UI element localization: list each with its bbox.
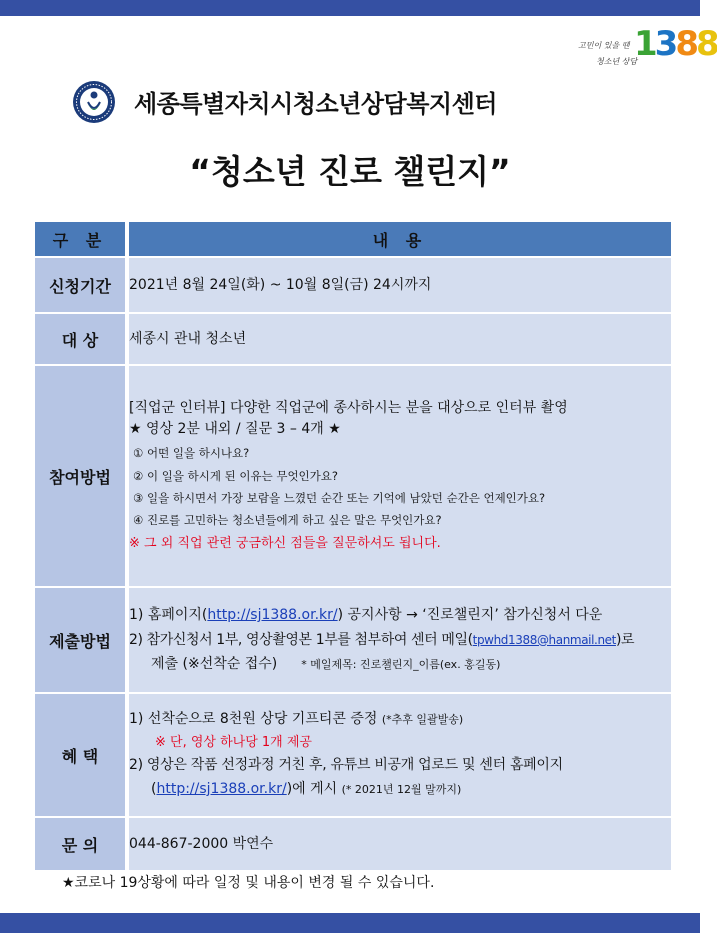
brand-digit: 8 — [696, 24, 717, 64]
table-row-method — [35, 365, 671, 587]
email-link[interactable]: tpwhd1388@hanmail.net — [472, 632, 616, 647]
contact-label: 문 의 — [35, 817, 127, 871]
benefit-label: 혜 택 — [35, 693, 127, 817]
submit-content — [127, 587, 671, 693]
benefit-line1-note: (*추후 일괄발송) — [381, 713, 464, 727]
brand-digit: 8 — [675, 24, 697, 64]
brand-digit: 3 — [654, 24, 676, 64]
benefit-content — [127, 693, 671, 817]
contact-value: 044-867-2000 박연수 — [127, 817, 671, 871]
center-emblem-icon — [72, 80, 116, 124]
footer-note: ★코로나 19상황에 따라 일정 및 내용이 변경 될 수 있습니다. — [62, 875, 435, 891]
column-header-content: 내 용 — [127, 222, 671, 257]
method-intro: [직업군 인터뷰] 다양한 직업군에 종사하시는 분을 대상으로 인터뷰 촬영 — [129, 400, 568, 417]
target-label: 대 상 — [35, 313, 127, 365]
submit-line3 — [129, 652, 671, 677]
benefit-line2: ※ 단, 영상 하나당 1개 제공 — [155, 735, 312, 751]
period-label: 신청기간 — [35, 257, 127, 313]
method-content — [127, 365, 671, 587]
question-item: ② 이 일을 하시게 된 이유는 무엇인가요? — [133, 468, 338, 483]
benefit-line4-pre: ( — [151, 780, 157, 797]
brand-slogan-line1: 고민이 있을 땐 — [578, 41, 630, 50]
target-value: 세종시 관내 청소년 — [127, 313, 671, 365]
program-info-table — [35, 222, 671, 872]
submit-mail-subject-note: * 메일제목: 진로챌린지_이름(ex. 홍길동) — [301, 658, 501, 672]
homepage-link-2[interactable]: http://sj1388.or.kr/ — [156, 780, 287, 797]
organization-name: 세종특별자치시청소년상담복지센터 — [134, 90, 497, 118]
brand-number — [634, 24, 717, 64]
submit-line3-text: 제출 (※선착순 접수) — [151, 656, 278, 673]
method-label: 참여방법 — [35, 365, 127, 587]
table-row-submit — [35, 587, 671, 693]
submit-line1-pre: 1) 홈페이지( — [129, 607, 208, 624]
benefit-line1-text: 1) 선착순으로 8천원 상당 기프티콘 증정 — [129, 711, 378, 728]
table-row-period — [35, 257, 671, 313]
benefit-line4-note: (* 2021년 12월 말까지) — [341, 782, 462, 796]
submit-line1-post: ) 공지사항 → ‘진로챌린지’ 참가신청서 다운 — [337, 607, 603, 624]
benefit-line4-post: )에 게시 — [286, 780, 338, 797]
period-value: 2021년 8월 24일(화) ~ 10월 8일(금) 24시까지 — [127, 257, 671, 313]
page-title: “청소년 진로 챌린지” — [189, 152, 511, 191]
column-header-category: 구 분 — [35, 222, 127, 257]
question-item: ④ 진로를 고민하는 청소년들에게 하고 싶은 말은 무엇인가요? — [133, 513, 442, 527]
submit-line2-pre: 2) 참가신청서 1부, 영상촬영본 1부를 첨부하여 센터 메일( — [129, 631, 473, 648]
question-item: ① 어떤 일을 하시나요? — [133, 446, 250, 461]
table-header-row — [35, 222, 671, 257]
benefit-line1 — [129, 708, 671, 732]
method-note: ※ 그 외 직업 관련 궁금하신 점들을 질문하셔도 됩니다. — [129, 536, 441, 552]
submit-line1 — [129, 603, 671, 628]
question-item: ③ 일을 하시면서 가장 보람을 느꼈던 순간 또는 기억에 남았던 순간은 언제인가요? — [133, 490, 546, 505]
homepage-link[interactable]: http://sj1388.or.kr/ — [207, 607, 338, 624]
brand-digit: 1 — [634, 24, 655, 64]
top-accent-bar — [0, 0, 700, 16]
table-row-benefit — [35, 693, 671, 817]
benefit-line3: 2) 영상은 작품 선정과정 거친 후, 유튜브 비공개 업로드 및 센터 홈페이지 — [129, 757, 563, 774]
brand-slogan-line2: 청소년 상담 — [596, 57, 638, 66]
bottom-accent-bar — [0, 913, 700, 933]
table-row-contact — [35, 817, 671, 871]
submit-line2 — [129, 628, 671, 653]
submit-line2-post: )로 — [615, 631, 635, 648]
brand-1388-logo — [578, 24, 717, 80]
submit-label: 제출방법 — [35, 587, 127, 693]
table-row-target — [35, 313, 671, 365]
method-spec: ★ 영상 2분 내외 / 질문 3 – 4개 ★ — [129, 421, 341, 438]
benefit-line4 — [129, 778, 671, 802]
